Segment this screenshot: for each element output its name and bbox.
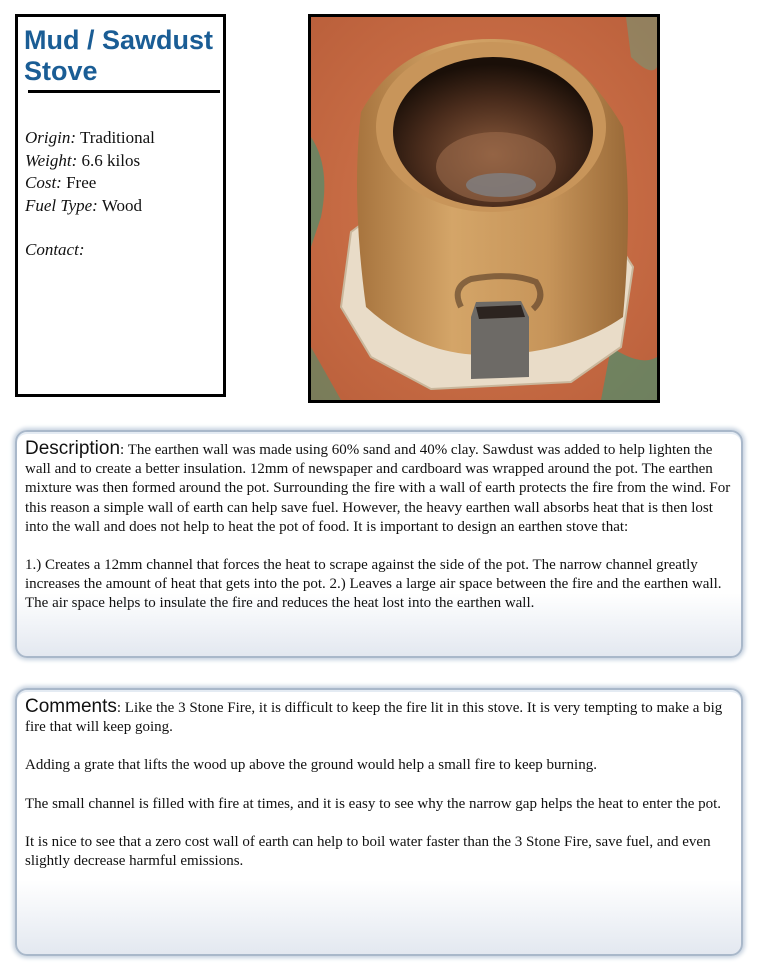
description-paragraph-2: 1.) Creates a 12mm channel that forces the heat to scrape against the side of the pot. The narrow channel greatly increases the amount of heat that gets into the pot. 2.) Leaves a large air space between the fire and the earthen wall. The air space helps to insulate the fire and reduces the heat lost into the earthen wall. (25, 557, 722, 612)
comments-paragraph-1 (25, 697, 731, 737)
fuel-label: Fuel Type: (25, 195, 98, 215)
weight-row (25, 150, 155, 173)
comments-paragraph-2: Adding a grate that lifts the wood up above the ground would help a small fire to keep burning. (25, 757, 597, 774)
comments-paragraph-3: The small channel is filled with fire at times, and it is easy to see why the narrow gap helps the heat to enter the pot. (25, 795, 722, 812)
cost-label: Cost: (25, 173, 62, 192)
contact-label: Contact: (25, 240, 85, 259)
weight-value: 6.6 kilos (81, 150, 141, 170)
comments-text-1: : Like the 3 Stone Fire, it is difficult to keep the fire lit in this stove. It is very tempting to make a big fire that will keep going. (25, 700, 723, 736)
stove-photo (308, 14, 660, 403)
description-paragraph-1 (25, 439, 731, 537)
comments-label: Comments (25, 696, 117, 717)
description-label: Description (25, 438, 121, 459)
origin-value: Traditional (79, 128, 155, 147)
stove-fields (25, 127, 155, 217)
origin-row (25, 127, 155, 150)
stove-illustration (311, 17, 657, 400)
cost-value: Free (66, 173, 97, 192)
origin-label: Origin: (25, 128, 76, 147)
description-panel (15, 430, 743, 658)
fuel-value: Wood (101, 195, 142, 215)
fuel-row (25, 195, 155, 218)
comments-paragraph-4: It is nice to see that a zero cost wall of earth can help to boil water faster than the 3 Stone Fire, save fuel, and even slightly decrease harmful emissions. (25, 833, 711, 870)
title-divider (28, 90, 220, 93)
description-text-1: : The earthen wall was made using 60% sand and 40% clay. Sawdust was added to help lighten the wall and to create a better insulation. 12mm of newspaper and cardboard was wrapped around the pot. The earthen mixture was then formed around the pot. Surrounding the fire with a wall of earth protects the fire from the wind. For this reason a simple wall of earth can help save fuel. However, the heavy earthen wall absorbs heat that is then lost into the wall and does not help to heat the pot of food. It is important to design an earthen stove that: (25, 442, 731, 535)
weight-label: Weight: (25, 150, 78, 170)
cost-row (25, 172, 155, 195)
stove-info-card (15, 14, 226, 397)
comments-panel (15, 688, 743, 956)
stove-title: Mud / Sawdust Stove (24, 25, 213, 86)
